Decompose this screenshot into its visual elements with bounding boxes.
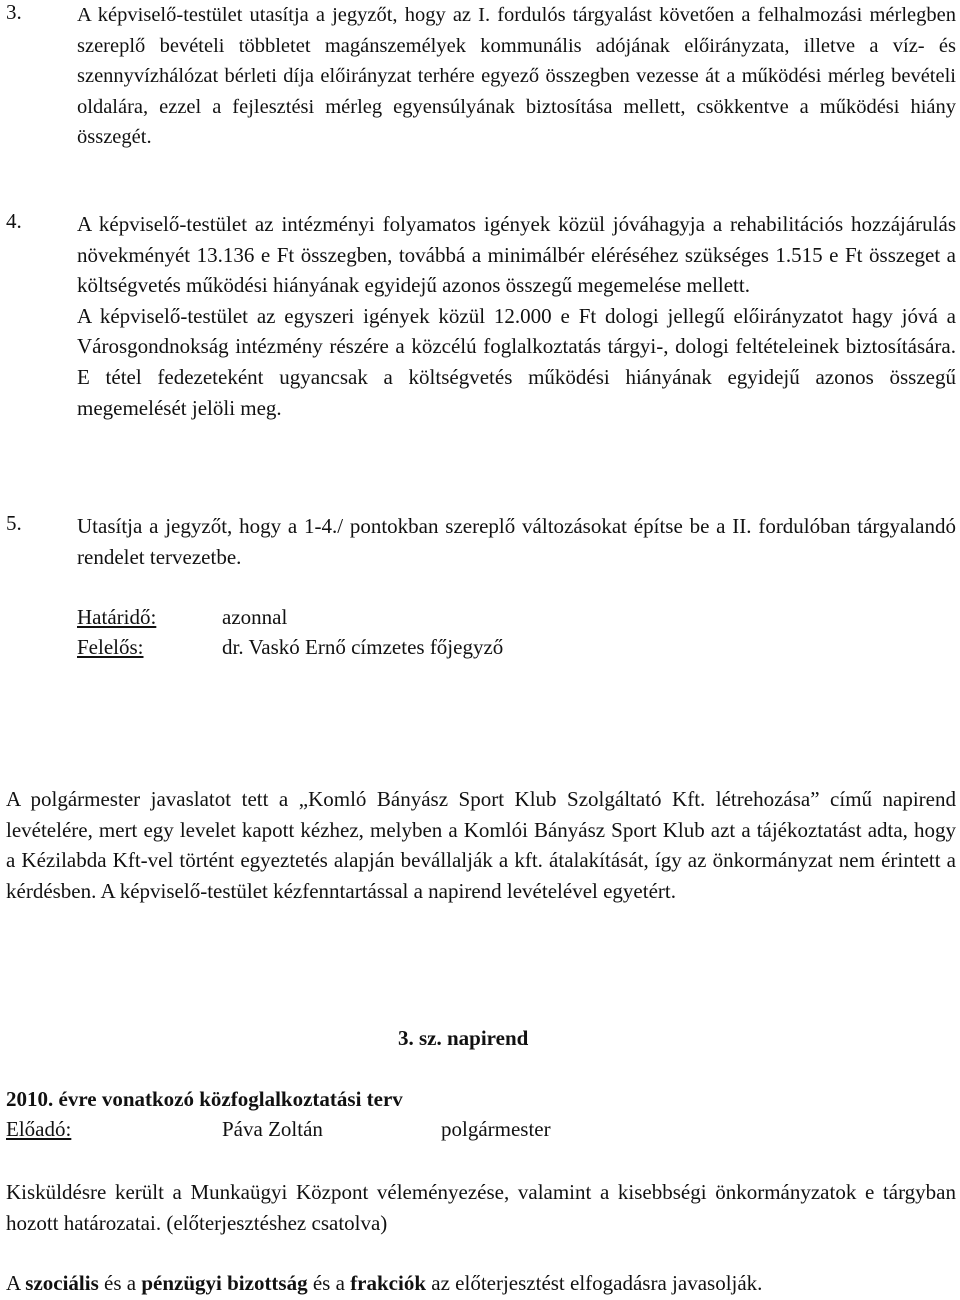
item-text: A képviselő-testület utasítja a jegyzőt, hogy az I. fordulós tárgyalást követően a felhalmozási mérlegben szereplő bevételi többletet magánszemélyek kommunális adójának előirányzata, illetve a víz- és szennyvízhálózat bérleti díja előirányzat terhére egyező összegben vezesse át a működési mérleg bevételi oldalára, ezzel a fejlesztési mérleg egyensúlyának biztosítása mellett, csökkentve a működési hiány összegét. — [77, 4, 956, 149]
item-text: Utasítja a jegyzőt, hogy a 1-4./ pontokban szereplő változásokat építse be a II. fordulóban tárgyalandó rendelet tervezetbe. — [77, 514, 956, 569]
social-committee-text: szociális — [25, 1271, 99, 1295]
presenter-label: Előadó: — [6, 1117, 72, 1141]
paragraph-text: Kisküldésre került a Munkaügyi Központ véleményezése, valamint a kisebbségi önkormányzatok e tárgyban hozott határozatai. (előterjesztéshez csatolva) — [6, 1180, 956, 1235]
agenda-title: 2010. évre vonatkozó közfoglalkoztatási terv — [6, 1087, 403, 1111]
deadline-value: azonnal — [222, 605, 288, 629]
finance-committee-text: pénzügyi bizottság — [141, 1271, 308, 1295]
item-text-continued: A képviselő-testület az egyszeri igények közül 12.000 e Ft dologi jellegű előirányzatot hagy jóvá a Városgondnokság intézmény részére a közcélú foglalkoztatás tárgyi-, dologi feltételeinek biztosítására. E tétel fedezeteként ugyancsak a költségvetés működési hiányának egyidejű azonos összegű megemelését jelöli meg. — [77, 303, 956, 420]
text-run: A — [6, 1271, 26, 1295]
item-text: A képviselő-testület az intézményi folyamatos igények közül jóváhagyja a rehabilitációs hozzájárulás növekményét 13.136 e Ft összegben, továbbá a minimálbér eléréséhez szükséges 1.515 e Ft összeget a költségvetés működési hiányának egyidejű azonos összegű megemelése mellett. — [77, 212, 956, 298]
presenter-name: Páva Zoltán — [222, 1117, 323, 1141]
responsible-value: dr. Vaskó Ernő címzetes főjegyző — [222, 635, 504, 659]
paragraph-text: A polgármester javaslatot tett a „Komló Bányász Sport Klub Szolgáltató Kft. létrehozása” című napirend levételére, mert egy levelet kapott kézhez, melyben a Komlói Bányász Sport Klub azt a tájékoztatást adta, hogy a Kézilabda Kft-vel történt egyeztetés alapján bevállalják a kft. átalakítását, így az önkormányzat nem érintett a kérdésben. A képviselő-testület kézfenntartással a napirend levételével egyetért. — [6, 787, 956, 903]
paragraph-text — [6, 1268, 956, 1299]
presenter-role: polgármester — [441, 1117, 551, 1141]
deadline-block — [77, 602, 503, 662]
agenda-heading: 3. sz. napirend — [398, 1026, 529, 1050]
presenter-row — [6, 1117, 551, 1142]
item-number: 3. — [6, 0, 22, 24]
mayor-paragraph — [6, 784, 956, 906]
committee-recommendation — [6, 1268, 956, 1299]
item-number: 4. — [6, 209, 22, 233]
deadline-label: Határidő: — [77, 605, 157, 629]
agenda-paragraph — [6, 1177, 956, 1238]
text-run: és a — [98, 1271, 142, 1295]
factions-text: frakciók — [350, 1271, 427, 1295]
item-number: 5. — [6, 511, 22, 535]
resolution-item-3 — [6, 0, 956, 153]
responsible-label: Felelős: — [77, 635, 144, 659]
text-run: az előterjesztést elfogadásra javasolják. — [426, 1271, 763, 1295]
resolution-item-4 — [6, 209, 956, 423]
text-run: és a — [307, 1271, 351, 1295]
resolution-item-5 — [6, 511, 956, 572]
